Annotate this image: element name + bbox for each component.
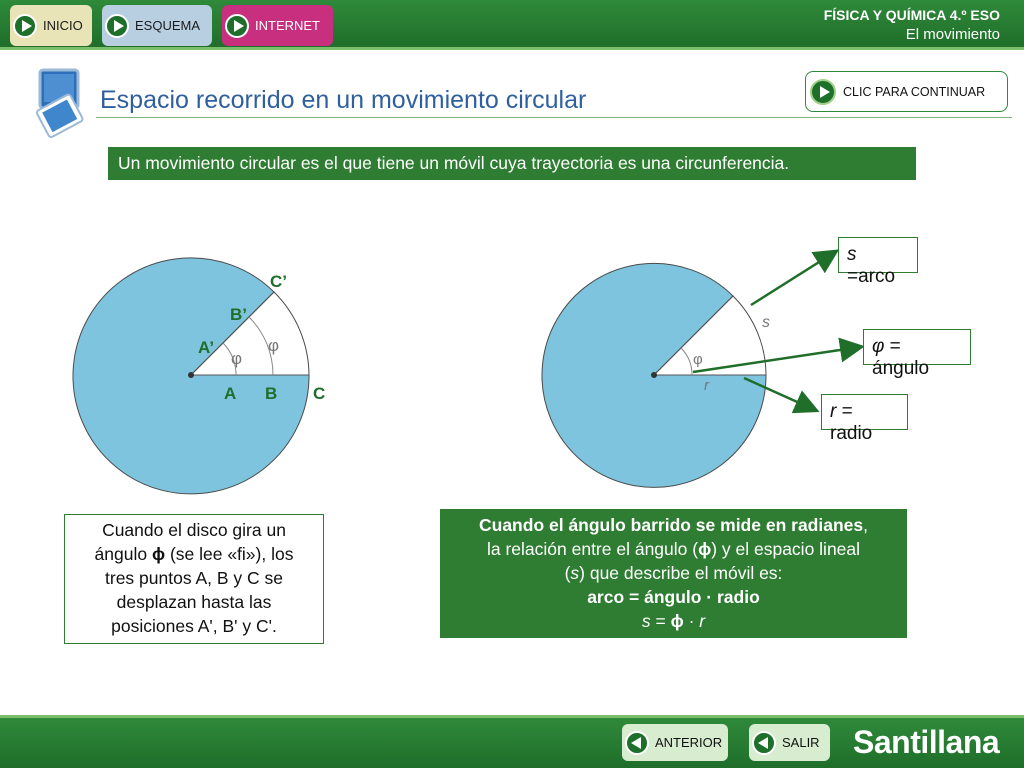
- disc-text-line: desplazan hasta las: [116, 592, 272, 612]
- phi-symbol: ϕ: [698, 539, 712, 559]
- angulo-var: φ: [872, 336, 885, 357]
- disc-text-line: ángulo ϕ (se lee «fi»), los: [94, 544, 294, 564]
- arco-var: s: [847, 244, 857, 265]
- disc-text-line: tres puntos A, B y C se: [105, 568, 283, 588]
- right-phi-label: φ: [693, 351, 703, 368]
- left-phi-large: φ: [268, 336, 280, 355]
- arrow-to-arco: [751, 252, 835, 305]
- point-label-b-prime: B’: [230, 305, 247, 324]
- radians-explanation-box: [440, 509, 907, 638]
- left-phi-small: φ: [231, 349, 243, 368]
- phi-symbol: ϕ: [151, 544, 166, 564]
- radians-text-line: (s) que describe el móvil es:: [564, 563, 783, 583]
- inicio-label: INICIO: [43, 18, 83, 33]
- right-center-dot: [651, 372, 657, 378]
- left-disc-diagram: [73, 258, 325, 494]
- anterior-label: ANTERIOR: [655, 735, 723, 750]
- formula-symbols: s = ϕ · r: [641, 611, 706, 631]
- internet-label: INTERNET: [255, 18, 320, 33]
- anterior-button[interactable]: [622, 724, 728, 761]
- page-title: Espacio recorrido en un movimiento circular: [100, 86, 587, 114]
- santillana-logo: Santillana: [853, 724, 1000, 760]
- radians-text-line: la relación entre el ángulo (ϕ) y el espacio lineal: [486, 539, 861, 559]
- formula-words: arco = ángulo · radio: [587, 587, 760, 607]
- esquema-label: ESQUEMA: [135, 18, 201, 33]
- radians-text-line: Cuando el ángulo barrido se mide en radianes,: [479, 515, 868, 535]
- unit-title: El movimiento: [905, 26, 1000, 43]
- radio-var: r: [830, 401, 837, 422]
- intro-banner: Un movimiento circular es el que tiene un móvil cuya trayectoria es una circunferencia.: [108, 147, 916, 180]
- left-center-dot: [188, 372, 194, 378]
- course-title: FÍSICA Y QUÍMICA 4.º ESO: [823, 7, 1000, 23]
- point-label-a: A: [224, 384, 237, 403]
- disc-text-line: Cuando el disco gira un: [102, 520, 286, 540]
- salir-button[interactable]: [749, 724, 830, 761]
- radio-text: = radio: [830, 401, 873, 444]
- callout-angulo: [863, 329, 971, 379]
- callout-radio: [821, 394, 908, 444]
- disc-explanation-box: [64, 514, 324, 644]
- back-arrow-icon: [752, 731, 776, 755]
- point-label-b: B: [265, 384, 278, 403]
- point-label-a-prime: A’: [198, 338, 215, 357]
- right-disc-diagram: [542, 252, 860, 487]
- point-label-c: C: [313, 384, 326, 403]
- point-label-c-prime: C’: [270, 272, 287, 291]
- right-radius-label: r: [704, 377, 709, 394]
- continue-label: CLIC PARA CONTINUAR: [843, 84, 986, 99]
- right-arc-label: s: [762, 314, 770, 331]
- back-arrow-icon: [625, 731, 649, 755]
- salir-label: SALIR: [782, 735, 820, 750]
- arco-text: =arco: [847, 266, 896, 287]
- disc-text-line: posiciones A', B' y C'.: [111, 616, 277, 636]
- angulo-text: = ángulo: [872, 336, 930, 379]
- callout-arco: [838, 237, 918, 287]
